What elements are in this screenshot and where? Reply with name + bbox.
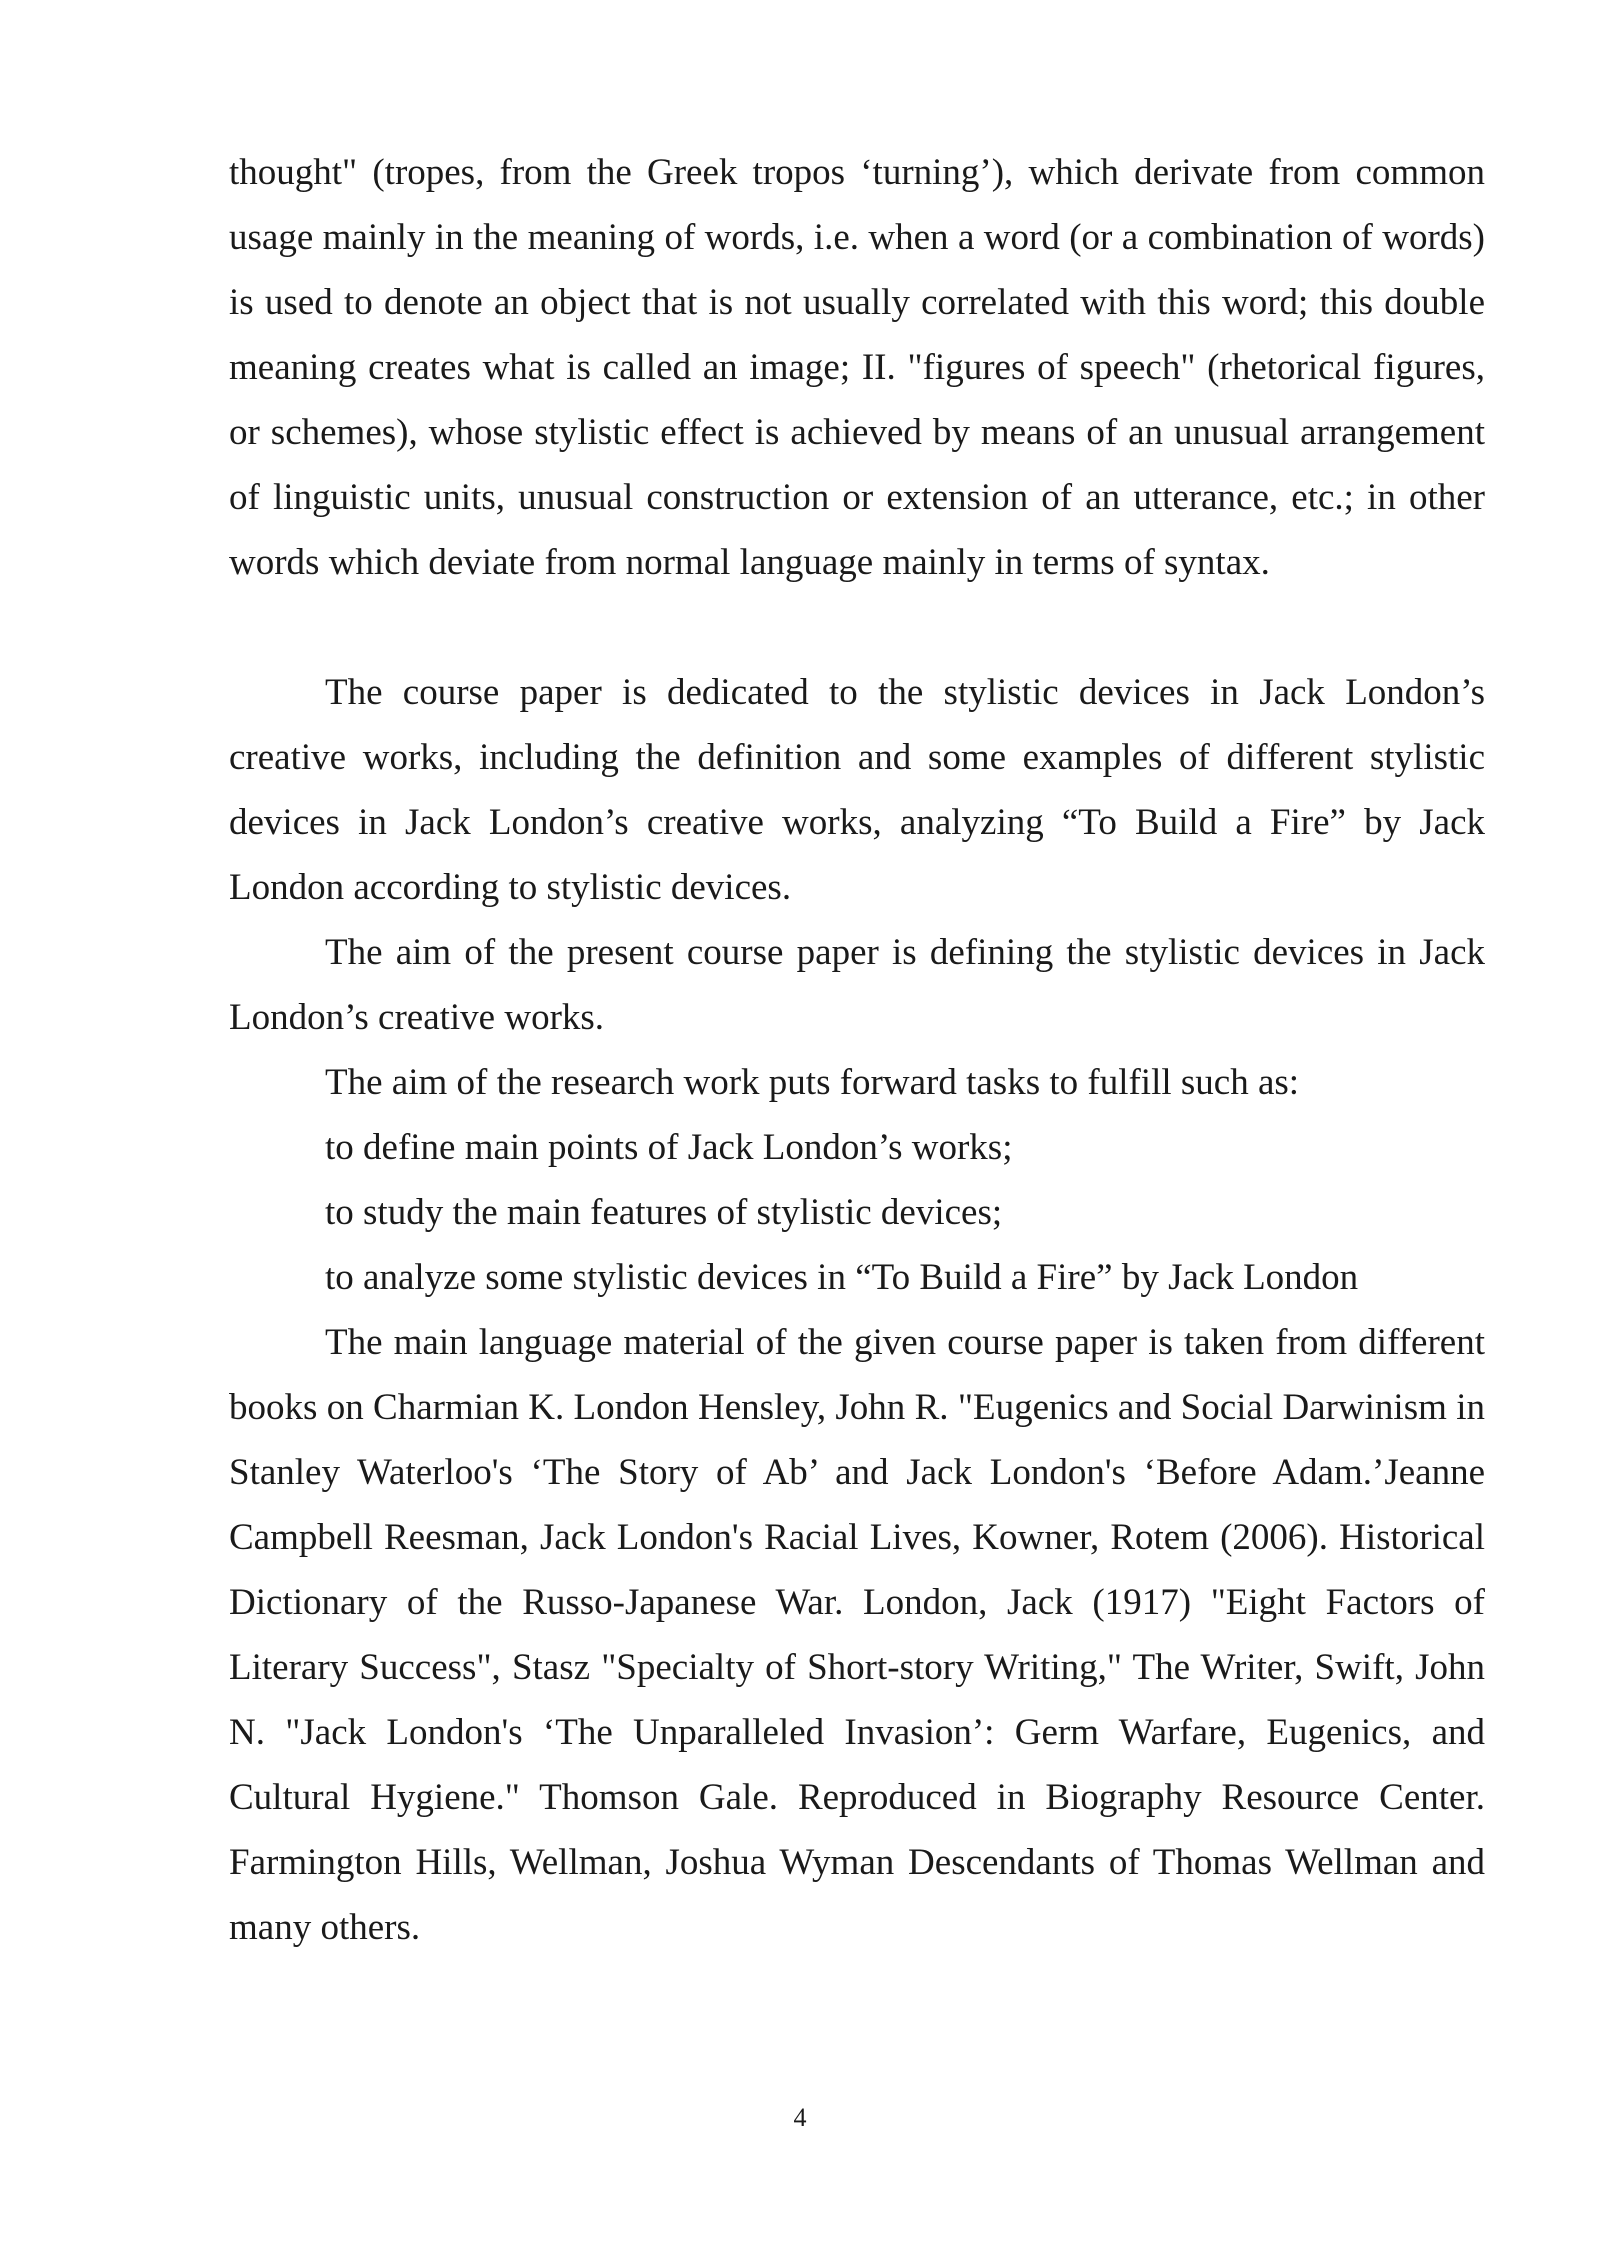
paragraph-spacer xyxy=(229,595,1485,660)
task-item-study: to study the main features of stylistic devices; xyxy=(325,1192,1003,1233)
page-number: 4 xyxy=(793,2103,807,2132)
paragraph-aim: The aim of the present course paper is defining the stylistic devices in Jack London’s creative works. xyxy=(229,932,1485,1038)
paragraph-course-paper-dedication: The course paper is dedicated to the stylistic devices in Jack London’s creative works, including the definition and some examples of different stylistic devices in Jack London’s creative works, analyzing “To Build a Fire” by Jack London according to stylistic devices. xyxy=(229,672,1485,908)
paragraph-tasks-intro: The aim of the research work puts forward tasks to fulfill such as: xyxy=(325,1062,1300,1103)
page-body xyxy=(229,140,1485,1960)
task-item-analyze: to analyze some stylistic devices in “To Build a Fire” by Jack London xyxy=(325,1257,1359,1298)
paragraph-language-material: The main language material of the given course paper is taken from different books on Charmian K. London Hensley, John R. "Eugenics and Social Darwinism in Stanley Waterloo's ‘The Story of Ab’ and Jack London's ‘Before Adam.’Jeanne Campbell Reesman, Jack London's Racial Lives, Kowner, Rotem (2006). Historical Dictionary of the Russo-Japanese War. London, Jack (1917) "Eight Factors of Literary Success", Stasz "Specialty of Short-story Writing," The Writer, Swift, John N. "Jack London's ‘The Unparalleled Invasion’: Germ Warfare, Eugenics, and Cultural Hygiene." Thomson Gale. Reproduced in Biography Resource Center. Farmington Hills, Wellman, Joshua Wyman Descendants of Thomas Wellman and many others. xyxy=(229,1322,1485,1948)
paragraph-tropes-continuation: thought" (tropes, from the Greek tropos ‘turning’), which derivate from common usage mainly in the meaning of words, i.e. when a word (or a combination of words) is used to denote an object that is not usually correlated with this word; this double meaning creates what is called an image; II. "figures of speech" (rhetorical figures, or schemes), whose stylistic effect is achieved by means of an unusual arrangement of linguistic units, unusual construction or extension of an utterance, etc.; in other words which deviate from normal language mainly in terms of syntax. xyxy=(229,152,1485,583)
task-item-define: to define main points of Jack London’s works; xyxy=(325,1127,1013,1168)
